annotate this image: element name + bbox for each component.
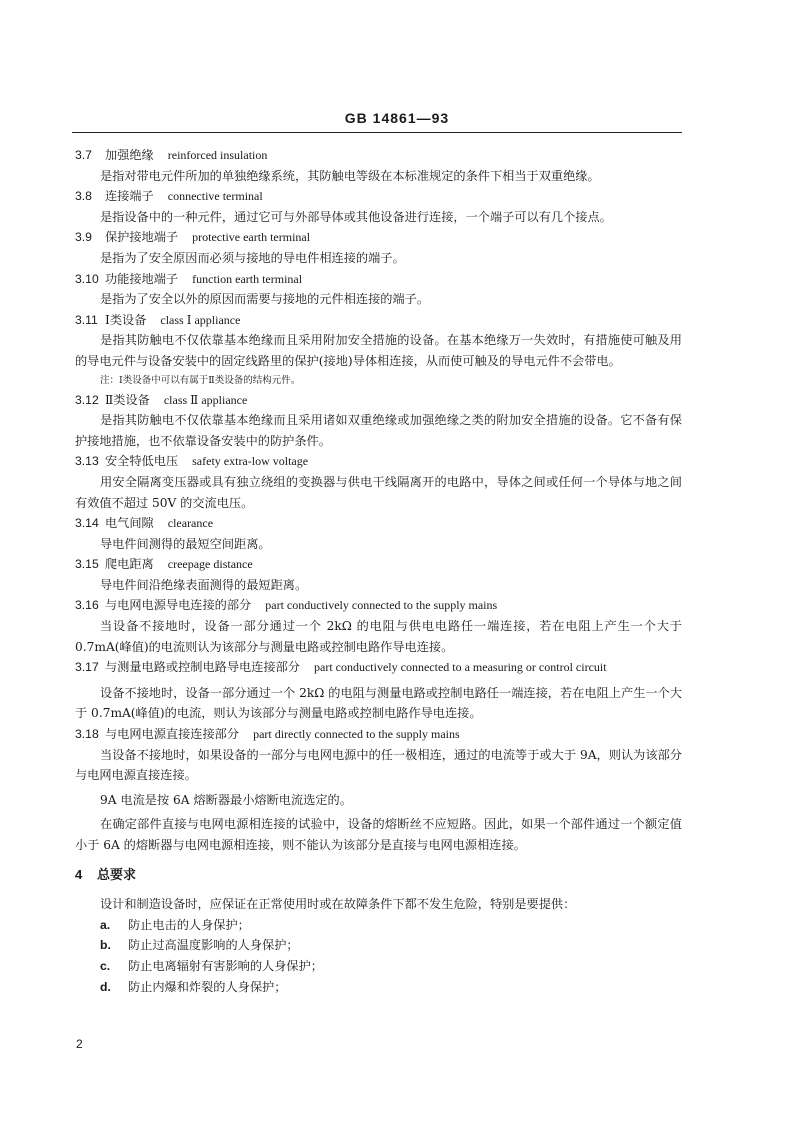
section-heading [75,513,682,534]
term-chinese: 与电网电源导电连接的部分 [105,598,252,613]
list-label: b. [100,938,111,953]
chapter-intro: 设计和制造设备时，应保证在正常使用时或在故障条件下都不发生危险，特别是要提供： [100,897,576,912]
term-english: reinforced insulation [167,148,268,162]
list-text: 防止过高温度影响的人身保护； [128,938,299,953]
list-item [100,956,682,977]
term-chinese: 与电网电源直接连接部分 [105,727,240,742]
section-heading [75,595,682,616]
term-chinese: 安全特低电压 [105,454,179,469]
section-note: 注：Ⅰ类设备中可以有属于Ⅱ类设备的结构元件。 [100,374,301,386]
section-paragraph: 是指为了安全原因而必须与接地的导电件相连接的端子。 [100,250,405,265]
section-paragraph: 是指对带电元件所加的单独绝缘系统，其防触电等级在本标准规定的条件下相当于双重绝缘。 [100,168,600,183]
section-number: 3.14 [75,516,99,531]
term-chinese: 功能接地端子 [105,271,179,286]
section-heading [75,451,682,472]
section-number: 3.7 [75,148,92,162]
section-heading [75,724,682,745]
term-chinese: 爬电距离 [105,557,154,572]
section-paragraph: 导电件间测得的最短空间距离。 [100,536,271,551]
section-paragraph: 是指其防触电不仅依靠基本绝缘而且采用诸如双重绝缘或加强绝缘之类的附加安全措施的设备。它不备有保护接地措施，也不依靠设备安装中的防护条件。 [75,413,682,448]
section-paragraph: 9A 电流是按 6A 熔断器最小熔断电流选定的。 [100,792,352,807]
section-heading [75,310,682,331]
section-paragraph: 当设备不接地时，设备一部分通过一个 2kΩ 的电阻与供电电路任一端连接，若在电阻上产生一个大于 0.7mA(峰值)的电流则认为该部分与测量电路或控制电路作导电连接。 [75,619,682,654]
section-number: 3.17 [75,660,99,675]
term-english: connective terminal [167,189,263,204]
section-heading [75,554,682,575]
term-chinese: 保护接地端子 [105,230,179,245]
term-chinese: 加强绝缘 [105,148,154,162]
section-number: 3.16 [75,598,99,613]
term-english: safety extra-low voltage [192,454,309,469]
section-number: 3.15 [75,557,99,572]
term-english: part directly connected to the supply mains [253,727,460,742]
section-paragraph: 用安全隔离变压器或具有独立绕组的变换器与供电干线隔离开的电路中，导体之间或任何一个导体与地之间有效值不超过 50V 的交流电压。 [75,474,682,510]
term-english: protective earth terminal [192,230,311,245]
section-number: 3.11 [75,312,98,327]
page-number: 2 [76,1037,83,1051]
page-header: GB 14861—93 [344,110,450,126]
section-number: 3.12 [75,392,99,407]
section-heading [75,145,682,166]
term-chinese: Ⅱ类设备 [105,392,150,407]
term-chinese: 电气间隙 [105,516,154,531]
term-english: function earth terminal [192,271,303,286]
list-item [100,935,682,956]
section-paragraph: 在确定部件直接与电网电源相连接的试验中，设备的熔断丝不应短路。因此，如果一个部件通过一个额定值小于 6A 的熔断器与电网电源相连接，则不能认为该部分是直接与电网电源相连接。 [75,817,682,852]
section-number: 3.8 [75,189,92,204]
section-heading [75,269,682,290]
section-paragraph: 当设备不接地时，如果设备的一部分与电网电源中的任一极相连，通过的电流等于或大于 9A，则认为该部分与电网电源直接连接。 [75,747,682,783]
chapter-number: 4 [75,866,83,882]
document-body [75,145,682,997]
section-paragraph: 是指为了安全以外的原因而需要与接地的元件相连接的端子。 [100,292,430,307]
term-english: part conductively connected to a measuring or control circuit [314,660,607,675]
section-heading [75,657,682,678]
list-label: d. [100,979,111,994]
section-paragraph: 是指其防触电不仅依靠基本绝缘而且采用附加安全措施的设备。在基本绝缘万一失效时，有措施使可触及用的导电元件与设备安装中的固定线路里的保护(接地)导体相连接，从而使可触及的导电元件不会带电。 [75,333,682,368]
term-chinese: 连接端子 [105,189,154,204]
section-paragraph: 是指设备中的一种元件，通过它可与外部导体或其他设备进行连接，一个端子可以有几个接点。 [100,209,612,224]
list-label: c. [100,958,111,973]
header-rule [72,132,682,133]
section-heading [75,227,682,248]
term-english: class Ⅰ appliance [160,312,241,327]
section-heading [75,186,682,207]
section-number: 3.13 [75,454,99,469]
list-item [100,915,682,936]
section-paragraph: 导电件间沿绝缘表面测得的最短距离。 [100,577,308,592]
list-text: 防止内爆和炸裂的人身保护； [128,979,287,994]
term-chinese: Ⅰ类设备 [105,312,147,327]
section-number: 3.10 [75,271,99,286]
section-number: 3.18 [75,727,99,742]
chapter-title: 总要求 [97,866,137,882]
term-english: clearance [167,516,214,531]
term-chinese: 与测量电路或控制电路导电连接部分 [105,660,300,675]
list-text: 防止电离辐射有害影响的人身保护； [128,958,323,973]
term-english: class Ⅱ appliance [163,392,248,407]
chapter-heading [75,865,682,886]
list-item [100,977,682,998]
term-english: creepage distance [167,557,253,572]
list-text: 防止电击的人身保护； [128,917,250,932]
section-heading [75,390,682,411]
section-paragraph: 设备不接地时，设备一部分通过一个 2kΩ 的电阻与测量电路或控制电路任一端连接，若在电阻上产生一个大于 0.7mA(峰值)的电流，则认为该部分与测量电路或控制电路作导电连接。 [75,685,682,721]
list-label: a. [100,917,111,932]
section-number: 3.9 [75,230,92,245]
term-english: part conductively connected to the supply mains [265,598,498,613]
